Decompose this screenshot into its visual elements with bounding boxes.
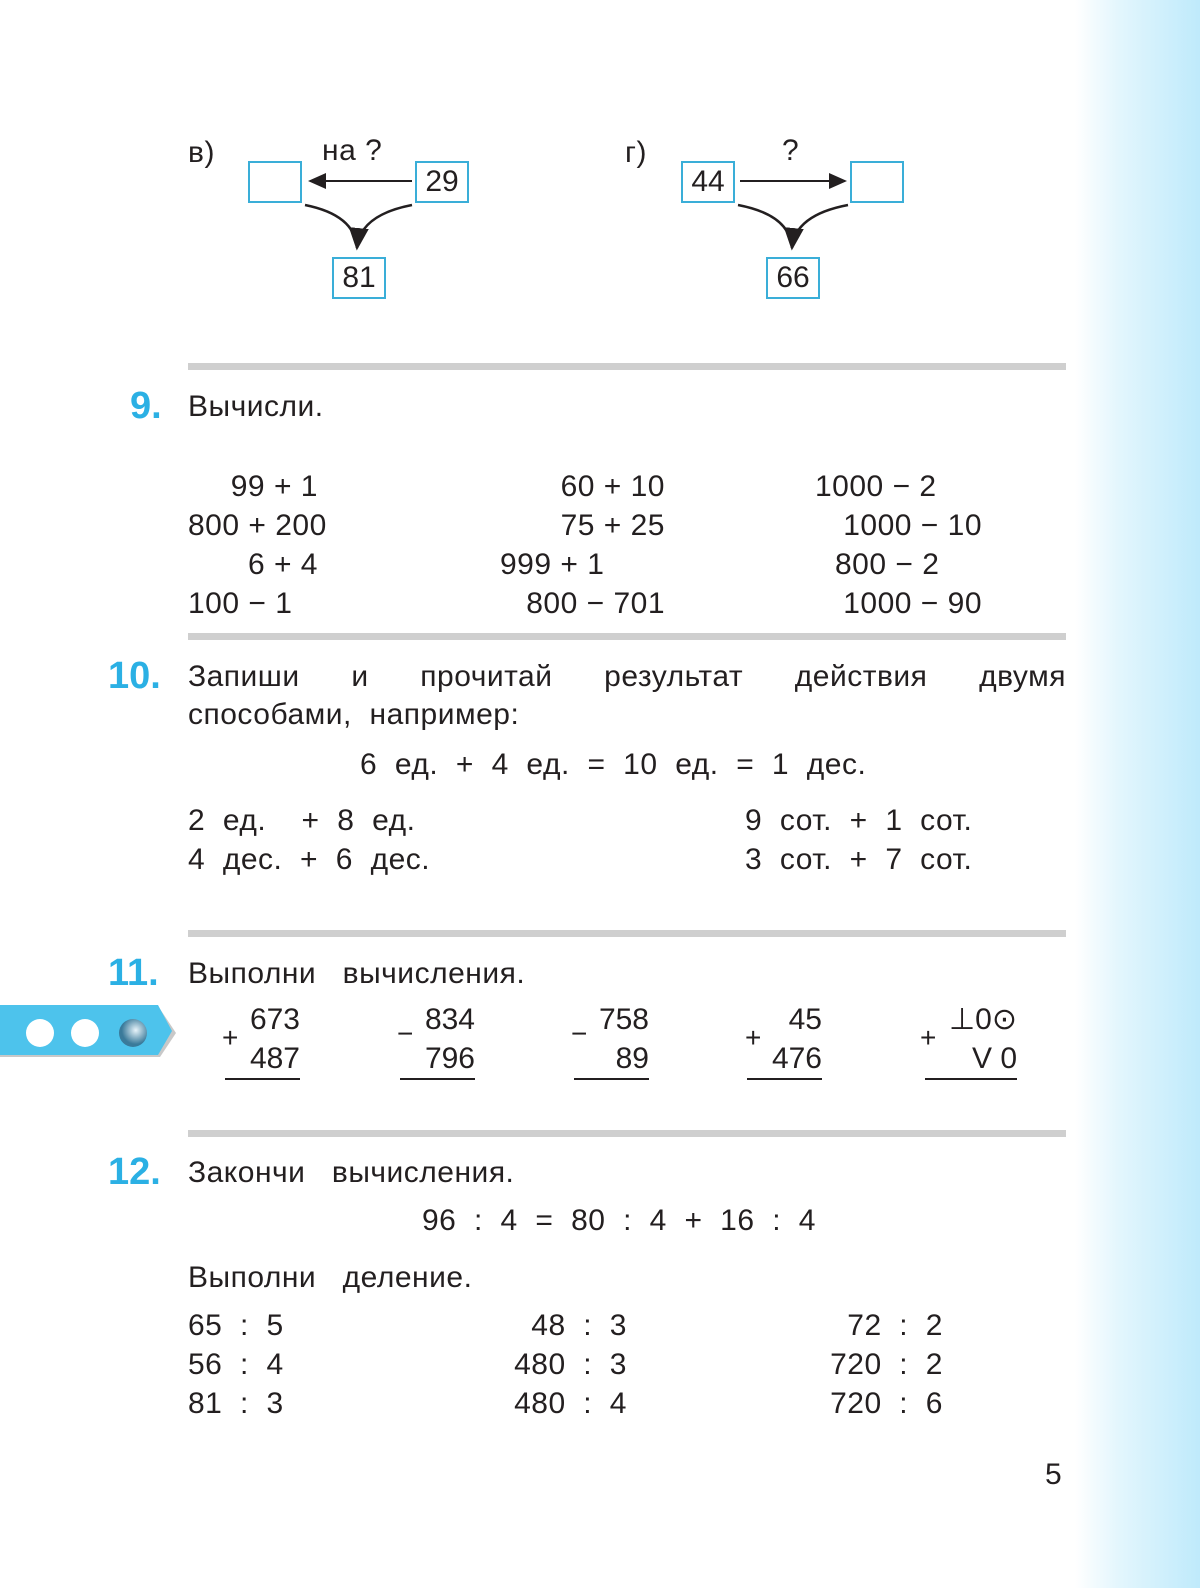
expression: 65 : 5 [188, 1309, 284, 1342]
diagram-g-label: г) [625, 136, 647, 169]
exercise-title-line-2: способами, например: [188, 698, 520, 731]
operand: ⊥0⊙ [949, 1003, 1017, 1036]
operand: 673 [249, 1003, 300, 1036]
diagram-arrows [0, 0, 1200, 320]
empty-dot-icon [71, 1019, 99, 1047]
expression: 60 + 10 [560, 470, 665, 503]
expression: 75 + 25 [560, 509, 665, 542]
page-number: 5 [1045, 1458, 1063, 1491]
column-problem [747, 1000, 822, 1080]
operand: 45 [788, 1003, 822, 1036]
diagram-v-question: на ? [322, 134, 383, 167]
ex12-col-1 [188, 1306, 284, 1423]
expression: 56 : 4 [188, 1348, 284, 1381]
operand: 796 [400, 1039, 475, 1080]
ex9-col-3 [815, 428, 982, 623]
expression: 81 : 3 [188, 1387, 284, 1420]
section-divider [188, 1130, 1066, 1137]
diagram-g-bottom: 66 [766, 257, 820, 299]
ex9-col-2 [500, 428, 665, 623]
operand: 476 [747, 1039, 822, 1080]
diagram-v-label: в) [188, 136, 215, 169]
expression: 2 ед. + 8 ед. [188, 804, 416, 837]
word: прочитай [420, 660, 553, 693]
column-problem [400, 1000, 475, 1080]
expression: 1000 − 90 [843, 587, 982, 620]
expression: 1000 − 2 [815, 470, 937, 503]
exercise-number: 10. [108, 655, 161, 697]
word: действия [794, 660, 928, 693]
difficulty-badge [0, 1005, 180, 1061]
exercise-title-line-1 [188, 660, 1066, 694]
section-divider [188, 363, 1066, 370]
operand: 834 [424, 1003, 475, 1036]
diagram-v-right: 29 [415, 161, 469, 203]
expression: 720 : 6 [830, 1387, 943, 1420]
diagram-g-left: 44 [681, 161, 735, 203]
expression: 1000 − 10 [843, 509, 982, 542]
ex12-col-2 [500, 1306, 627, 1423]
example-expression: 6 ед. + 4 ед. = 10 ед. = 1 дес. [360, 748, 867, 781]
operator: + [920, 1022, 937, 1053]
exercise-number: 11. [108, 952, 159, 994]
operand: 89 [574, 1039, 649, 1080]
expression: 3 сот. + 7 сот. [745, 843, 973, 876]
exercise-number: 9. [130, 385, 162, 427]
section-divider [188, 930, 1066, 937]
word: Запиши [188, 660, 300, 693]
empty-dot-icon [26, 1019, 54, 1047]
expression: 800 − 2 [835, 548, 940, 581]
operand: 758 [598, 1003, 649, 1036]
column-problem-symbols [925, 1000, 1017, 1080]
word: и [351, 660, 369, 693]
expression: 99 + 1 [230, 470, 318, 503]
exercise-title: Вычисли. [188, 390, 324, 423]
operand: V 0 [925, 1039, 1017, 1080]
expression: 800 − 701 [526, 587, 665, 620]
filled-dot-icon [119, 1019, 147, 1047]
expression: 4 дес. + 6 дес. [188, 843, 431, 876]
exercise-title: Выполни вычисления. [188, 957, 526, 990]
expression: 9 сот. + 1 сот. [745, 804, 973, 837]
section-divider [188, 633, 1066, 640]
diagram-g-question: ? [782, 134, 800, 167]
ex9-col-1 [188, 428, 327, 623]
column-problem [225, 1000, 300, 1080]
operator: + [745, 1022, 762, 1053]
ex12-col-3 [815, 1306, 943, 1423]
exercise-number: 12. [108, 1151, 161, 1193]
column-problem [574, 1000, 649, 1080]
word: результат [604, 660, 744, 693]
diagram-v-bottom: 81 [332, 257, 386, 299]
subtitle: Выполни деление. [188, 1261, 473, 1294]
operator: + [222, 1022, 239, 1053]
expression: 720 : 2 [830, 1348, 943, 1381]
word: двумя [979, 660, 1066, 693]
expression: 480 : 4 [514, 1387, 627, 1420]
example-expression: 96 : 4 = 80 : 4 + 16 : 4 [422, 1204, 816, 1237]
expression: 480 : 3 [514, 1348, 627, 1381]
operator: − [397, 1018, 414, 1049]
expression: 100 − 1 [188, 587, 293, 620]
exercise-title: Закончи вычисления. [188, 1156, 515, 1189]
expression: 48 : 3 [531, 1309, 627, 1342]
expression: 72 : 2 [847, 1309, 943, 1342]
operand: 487 [225, 1039, 300, 1080]
expression: 6 + 4 [247, 548, 318, 581]
operator: − [571, 1018, 588, 1049]
expression: 800 + 200 [188, 509, 327, 542]
expression: 999 + 1 [500, 548, 605, 581]
